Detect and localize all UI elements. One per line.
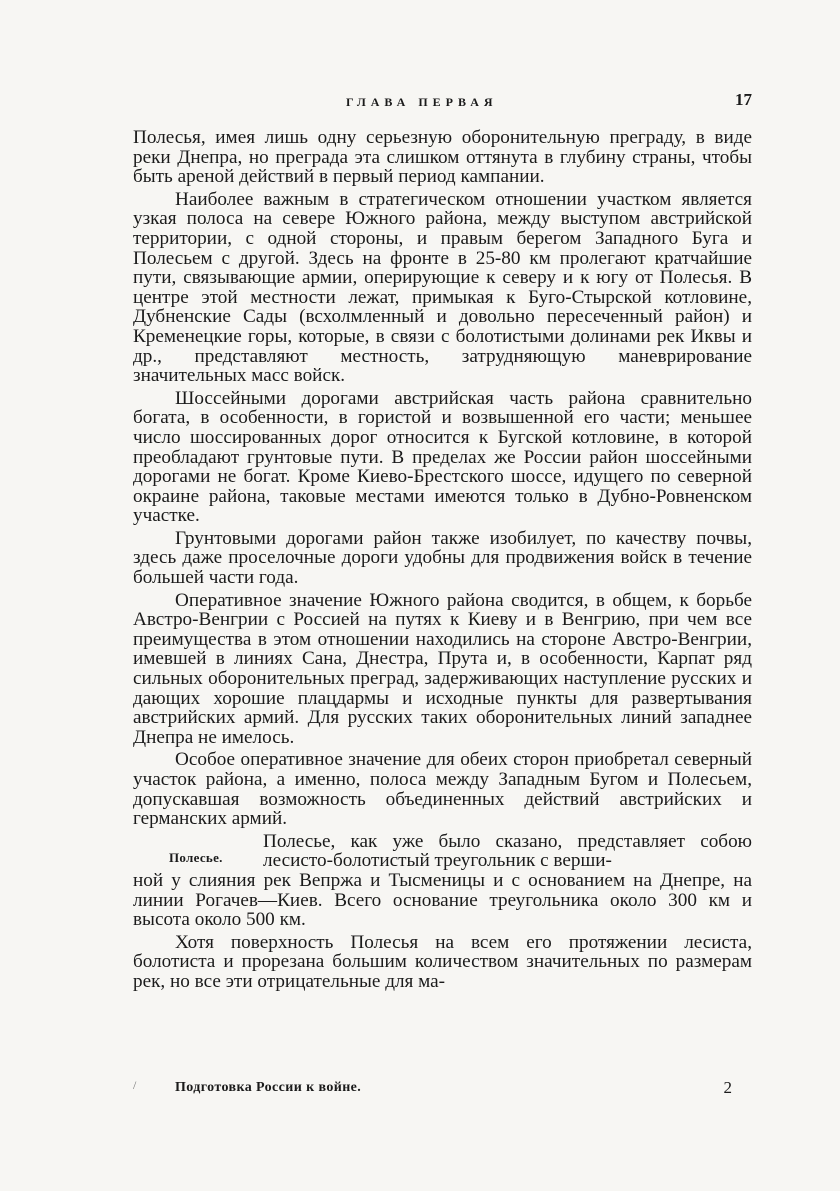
sidenote-label: Полесье. [169,849,223,865]
footer-mark: / [133,1078,137,1092]
page-number: 17 [735,90,752,109]
paragraph: Оперативное значение Южного района сводится, в общем, к борьбе Австро-Венгрии с Россией на путях к Киеву и в Венгрию, при чем все преимущества в этом отношении находились на стороне Австро-Венгрии, имевшей в линиях Сана, Днестра, Прута и, в особенности, Карпат ряд сильных оборонительных преград, задерживающих наступление русских и дающих хорошие плацдармы и исходные пункты для развертывания австрийских армий. Для русских таких оборонительных линий западнее Днепра не имелось. [133,589,752,748]
page-footer [133,1078,752,1102]
paragraph: Шоссейными дорогами австрийская часть района сравнительно богата, в особенности, в гористой и возвышенной его части; меньшее число шоссированных дорог относится к Бугской котловине, в которой преобладают грунтовые пути. В пределах же России район шоссейными дорогами не богат. Кроме Киево-Брестского шоссе, идущего по северной окраине района, таковые местами имеются только в Дубно-Ровненском участке. [133,387,752,527]
paragraph: Хотя поверхность Полесья на всем его протяжении лесиста, болотиста и прорезана большим количеством значительных по размерам рек, но все эти отрицательные для ма- [133,931,752,992]
paragraph: Особое оперативное значение для обеих сторон приобретал северный участок района, а именно, полоса между Западным Бугом и Полесьем, допускавшая возможность объединенных действий австрийских и германских армий. [133,749,752,830]
paragraph-continuation: Полесья, имея лишь одну серьезную оборонительную преграду, в виде реки Днепра, но преграда эта слишком оттянута в глубину страны, чтобы быть ареной действий в первый период кампании. [133,127,752,188]
main-text [133,128,752,992]
running-head: ГЛАВА ПЕРВАЯ [346,95,498,109]
sidenote-section [133,832,752,930]
sidenote-paragraph-rest: ной у слияния рек Вепржа и Тысменицы и с основанием на Днепре, на линии Рогачев—Киев. Всего основание треугольника около 300 км и высота около 500 км. [133,869,752,931]
page-header [133,90,752,114]
paragraph: Грунтовыми дорогами район также изобилует, по качеству почвы, здесь даже проселочные дороги удобны для продвижения войск в течение большей части года. [133,527,752,589]
sheet-number: 2 [723,1078,732,1097]
footer-book-title: Подготовка России к войне. [175,1080,362,1095]
paragraph: Наиболее важным в стратегическом отношении участком является узкая полоса на севере Южного района, между выступом австрийской территории, с одной стороны, и правым берегом Западного Буга и Полесьем с другой. Здесь на фронте в 25-80 км пролегают кратчайшие пути, связывающие армии, оперирующие к северу и к югу от Полесья. В центре этой местности лежат, примыкая к Буго-Стырской котловине, Дубненские Сады (всхолмленный и довольно пересеченный район) и Кременецкие горы, которые, в связи с болотистыми долинами рек Иквы и др., представляют местность, затрудняющую маневрирование значительных масс войск. [133,188,752,387]
sidenote-paragraph-start: Полесье, как уже было сказано, представляет собою лесисто-болотистый треугольник с верши- [263,830,752,872]
